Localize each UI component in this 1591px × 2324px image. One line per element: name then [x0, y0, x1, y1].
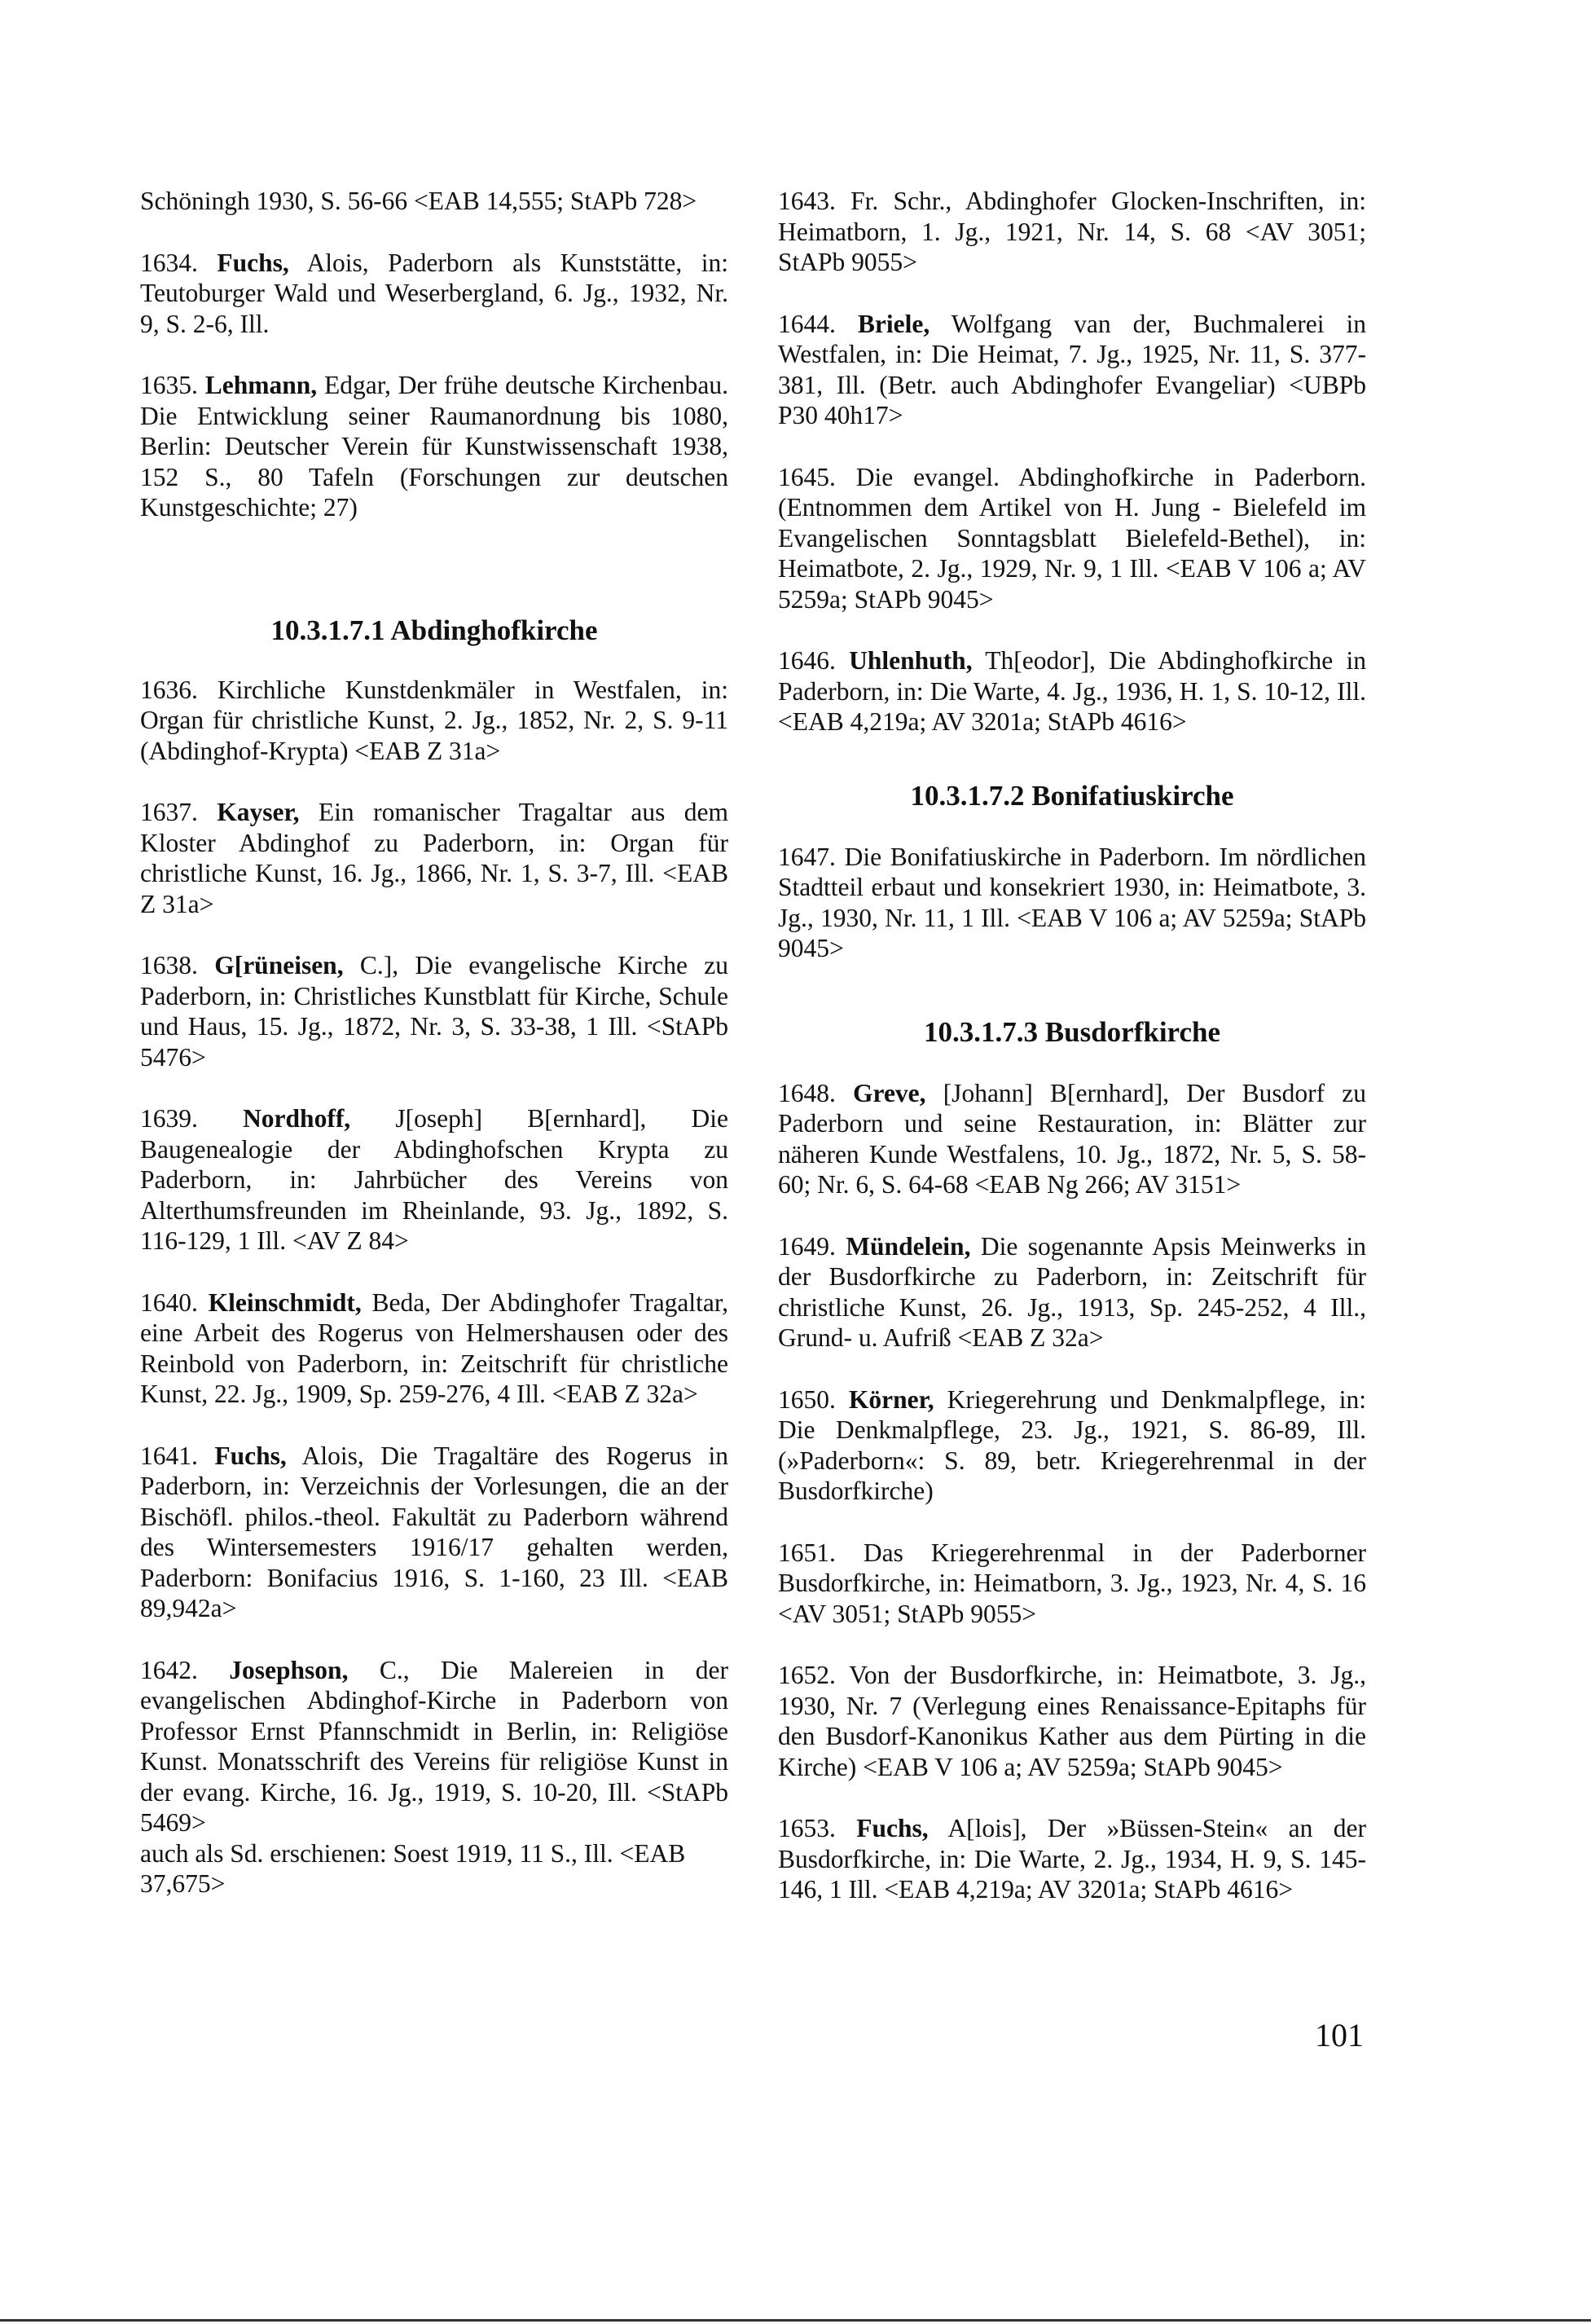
page-number: 101	[1315, 2017, 1364, 2053]
right-column	[778, 186, 1366, 1936]
entry-number: 1648.	[778, 1078, 854, 1107]
bibliography-entry	[140, 248, 728, 340]
entry-author: Briele,	[857, 309, 930, 338]
entry-author: Fuchs,	[217, 248, 289, 277]
entry-number: 1642.	[140, 1655, 230, 1684]
entry-text: Wolfgang van der, Buchmalerei in Westfalen, in: Die Heimat, 7. Jg., 1925, Nr. 11, S. 377-381, Ill. (Betr. auch Abdinghofer Evangeliar) <UBPb P30 40h17>	[778, 309, 1366, 429]
entry-number: 1652.	[778, 1661, 850, 1689]
entry-text: Die evangel. Abdinghofkirche in Paderborn. (Entnommen dem Artikel von H. Jung - Bielefeld im Evangelischen Sonntagsblatt Bielefeld-Bethel), in: Heimatbote, 2. Jg., 1929, Nr. 9, 1 Ill. <EAB V 106 a; AV 5259a; StAPb 9045>	[778, 462, 1366, 614]
bibliography-entry	[140, 1441, 728, 1624]
section-heading-bonifatiuskirche: 10.3.1.7.2 Bonifatiuskirche	[910, 779, 1234, 812]
entry-number: 1637.	[140, 798, 218, 826]
left-entries-group-2	[140, 675, 728, 1899]
bibliography-entry	[778, 645, 1366, 737]
entry-author: Josephson,	[229, 1655, 349, 1684]
entry-author: Greve,	[853, 1078, 926, 1107]
entry-text: Edgar, Der frühe deutsche Kirchenbau. Die Entwicklung seiner Raumanordnung bis 1080, Berlin: Deutscher Verein für Kunstwissenschaft 1938, 152 S., 80 Tafeln (Forschungen zur deutschen Kunstgeschichte; 27)	[140, 371, 729, 522]
entry-number: 1645.	[778, 462, 856, 491]
entry-author: Kayser,	[217, 798, 300, 826]
entry-author: Uhlenhuth,	[849, 646, 973, 675]
entry-continuation: auch als Sd. erschienen: Soest 1919, 11 S., Ill. <EAB 37,675>	[140, 1838, 686, 1898]
entry-author: Kleinschmidt,	[208, 1287, 362, 1317]
entry-number: 1649.	[778, 1231, 846, 1261]
bibliography-entry	[778, 842, 1366, 964]
bottom-rule	[0, 2319, 1591, 2322]
entry-text: Alois, Die Tragaltäre des Rogerus in Paderborn, in: Verzeichnis der Vorlesungen, die an der Bischöfl. philos.-theol. Fakultät zu Paderborn während des Wintersemesters 1916/17 gehalten werden, Paderborn: Bonifacius 1916, S. 1-160, 23 Ill. <EAB 89,942a>	[140, 1441, 729, 1622]
bibliography-entry	[778, 1078, 1366, 1200]
bibliography-entry	[140, 1287, 728, 1410]
bibliography-entry	[778, 462, 1366, 615]
entry-text: Th[eodor], Die Abdinghofkirche in Paderborn, in: Die Warte, 4. Jg., 1936, H. 1, S. 10-12, Ill. <EAB 4,219a; AV 3201a; StAPb 4616>	[778, 646, 1367, 736]
bibliography-entry	[140, 370, 728, 523]
entry-number: 1643.	[778, 187, 851, 215]
entry-text: Die sogenannte Apsis Meinwerks in der Busdorfkirche zu Paderborn, in: Zeitschrift für christliche Kunst, 26. Jg., 1913, Sp. 245-252, 4 Ill., Grund- u. Aufriß <EAB Z 32a>	[778, 1231, 1366, 1352]
entry-number: 1641.	[140, 1441, 215, 1470]
bibliography-entry	[778, 1231, 1366, 1353]
entry-text: Das Kriegerehrenmal in der Paderborner Busdorfkirche, in: Heimatborn, 3. Jg., 1923, Nr. 4, S. 16 <AV 3051; StAPb 9055>	[778, 1538, 1367, 1628]
entry-text: Beda, Der Abdinghofer Tragaltar, eine Arbeit des Rogerus von Helmershausen oder des Reinbold von Paderborn, in: Zeitschrift für christliche Kunst, 22. Jg., 1909, Sp. 259-276, 4 Ill. <EAB Z 32a>	[140, 1287, 728, 1408]
bibliography-entry	[140, 1655, 728, 1899]
entry-number: 1639.	[140, 1104, 244, 1133]
entry-text: Fr. Schr., Abdinghofer Glocken-Inschriften, in: Heimatborn, 1. Jg., 1921, Nr. 14, S. 68 <AV 3051; StAPb 9055>	[778, 187, 1366, 276]
entry-text: C., Die Malereien in der evangelischen Abdinghof-Kirche in Paderborn von Professor Ernst Pfannschmidt in Berlin, in: Religiöse Kunst. Monatsschrift des Vereins für religiöse Kunst in der evang. Kirche, 16. Jg., 1919, S. 10-20, Ill. <StAPb 5469>	[140, 1655, 729, 1837]
right-entries-group-1	[778, 186, 1366, 737]
bibliography-entry	[140, 1103, 728, 1257]
entry-author: G[rüneisen,	[214, 951, 344, 979]
entry-text: J[oseph] B[ernhard], Die Baugenealogie der Abdinghofschen Krypta zu Paderborn, in: Jahrbücher des Vereins von Alterthumsfreunden im Rheinlande, 93. Jg., 1892, S. 116-129, 1 Ill. <AV Z 84>	[140, 1104, 729, 1255]
entry-number: 1653.	[778, 1814, 857, 1842]
right-entries-group-2	[778, 842, 1366, 964]
left-column	[140, 186, 728, 1930]
left-entries-group-1	[140, 186, 728, 523]
entry-text: Ein romanischer Tragaltar aus dem Kloster Abdinghof zu Paderborn, in: Organ für christliche Kunst, 16. Jg., 1866, Nr. 1, S. 3-7, Ill. <EAB Z 31a>	[140, 798, 728, 918]
entry-number: 1638.	[140, 951, 215, 979]
bibliography-entry	[778, 1538, 1366, 1630]
bibliography-entry	[140, 950, 728, 1072]
bibliography-entry	[778, 1660, 1366, 1782]
entry-author: Lehmann,	[204, 371, 318, 399]
entry-author: Nordhoff,	[243, 1104, 351, 1133]
entry-text: Die Bonifatiuskirche in Paderborn. Im nördlichen Stadtteil erbaut und konsekriert 1930, in: Heimatbote, 3. Jg., 1930, Nr. 11, 1 Ill. <EAB V 106 a; AV 5259a; StAPb 9045>	[778, 842, 1367, 962]
entry-text: C.], Die evangelische Kirche zu Paderborn, in: Christliches Kunstblatt für Kirche, Schule und Haus, 15. Jg., 1872, Nr. 3, S. 33-38, 1 Ill. <StAPb 5476>	[140, 951, 729, 1072]
right-entries-group-3	[778, 1078, 1366, 1905]
entry-number: 1647.	[778, 842, 845, 871]
bibliography-entry	[140, 675, 728, 767]
entry-text: [Johann] B[ernhard], Der Busdorf zu Paderborn und seine Restauration, in: Blätter zur näheren Kunde Westfalens, 10. Jg., 1872, Nr. 5, S. 58-60; Nr. 6, S. 64-68 <EAB Ng 266; AV 3151>	[778, 1078, 1367, 1199]
entry-text: Schöningh 1930, S. 56-66 <EAB 14,555; StAPb 728>	[140, 187, 697, 215]
entry-text: Von der Busdorfkirche, in: Heimatbote, 3. Jg., 1930, Nr. 7 (Verlegung eines Renaissance-Epitaphs für den Busdorf-Kanonikus Kather aus dem Pürting in die Kirche) <EAB V 106 a; AV 5259a; StAPb 9045>	[778, 1661, 1367, 1781]
entry-author: Fuchs,	[214, 1441, 287, 1470]
entry-number: 1646.	[778, 646, 850, 675]
bibliography-entry	[140, 186, 728, 217]
entry-number: 1634.	[140, 248, 218, 277]
entry-author: Körner,	[848, 1384, 934, 1414]
entry-text: A[lois], Der »Büssen-Stein« an der Busdorfkirche, in: Die Warte, 2. Jg., 1934, H. 9, S. 145-146, 1 Ill. <EAB 4,219a; AV 3201a; StAPb 4616>	[778, 1814, 1366, 1904]
entry-text: Alois, Paderborn als Kunststätte, in: Teutoburger Wald und Weserbergland, 6. Jg., 1932, Nr. 9, S. 2-6, Ill.	[140, 248, 728, 338]
bibliography-entry	[778, 1813, 1366, 1905]
entry-number: 1650.	[778, 1384, 849, 1414]
entry-number: 1636.	[140, 675, 218, 704]
bibliography-entry	[140, 797, 728, 919]
bibliography-entry	[778, 186, 1366, 278]
entry-text: Kirchliche Kunstdenkmäler in Westfalen, in: Organ für christliche Kunst, 2. Jg., 1852, Nr. 2, S. 9-11 (Abdinghof-Krypta) <EAB Z 31a>	[140, 675, 728, 765]
section-heading-abdinghofkirche: 10.3.1.7.1 Abdinghofkirche	[270, 614, 598, 646]
entry-author: Fuchs,	[856, 1814, 929, 1842]
section-heading-busdorfkirche: 10.3.1.7.3 Busdorfkirche	[924, 1015, 1220, 1048]
entry-text: Kriegerehrung und Denkmalpflege, in: Die Denkmalpflege, 23. Jg., 1921, S. 86-89, Ill. (»Paderborn«: S. 89, betr. Kriegerehrenmal in der Busdorfkirche)	[778, 1384, 1366, 1505]
bibliography-entry	[778, 1384, 1366, 1507]
entry-number: 1635.	[140, 371, 205, 399]
bibliography-entry	[778, 309, 1366, 431]
entry-number: 1651.	[778, 1538, 864, 1567]
entry-author: Mündelein,	[846, 1231, 971, 1261]
entry-number: 1640.	[140, 1287, 209, 1317]
entry-number: 1644.	[778, 309, 858, 338]
